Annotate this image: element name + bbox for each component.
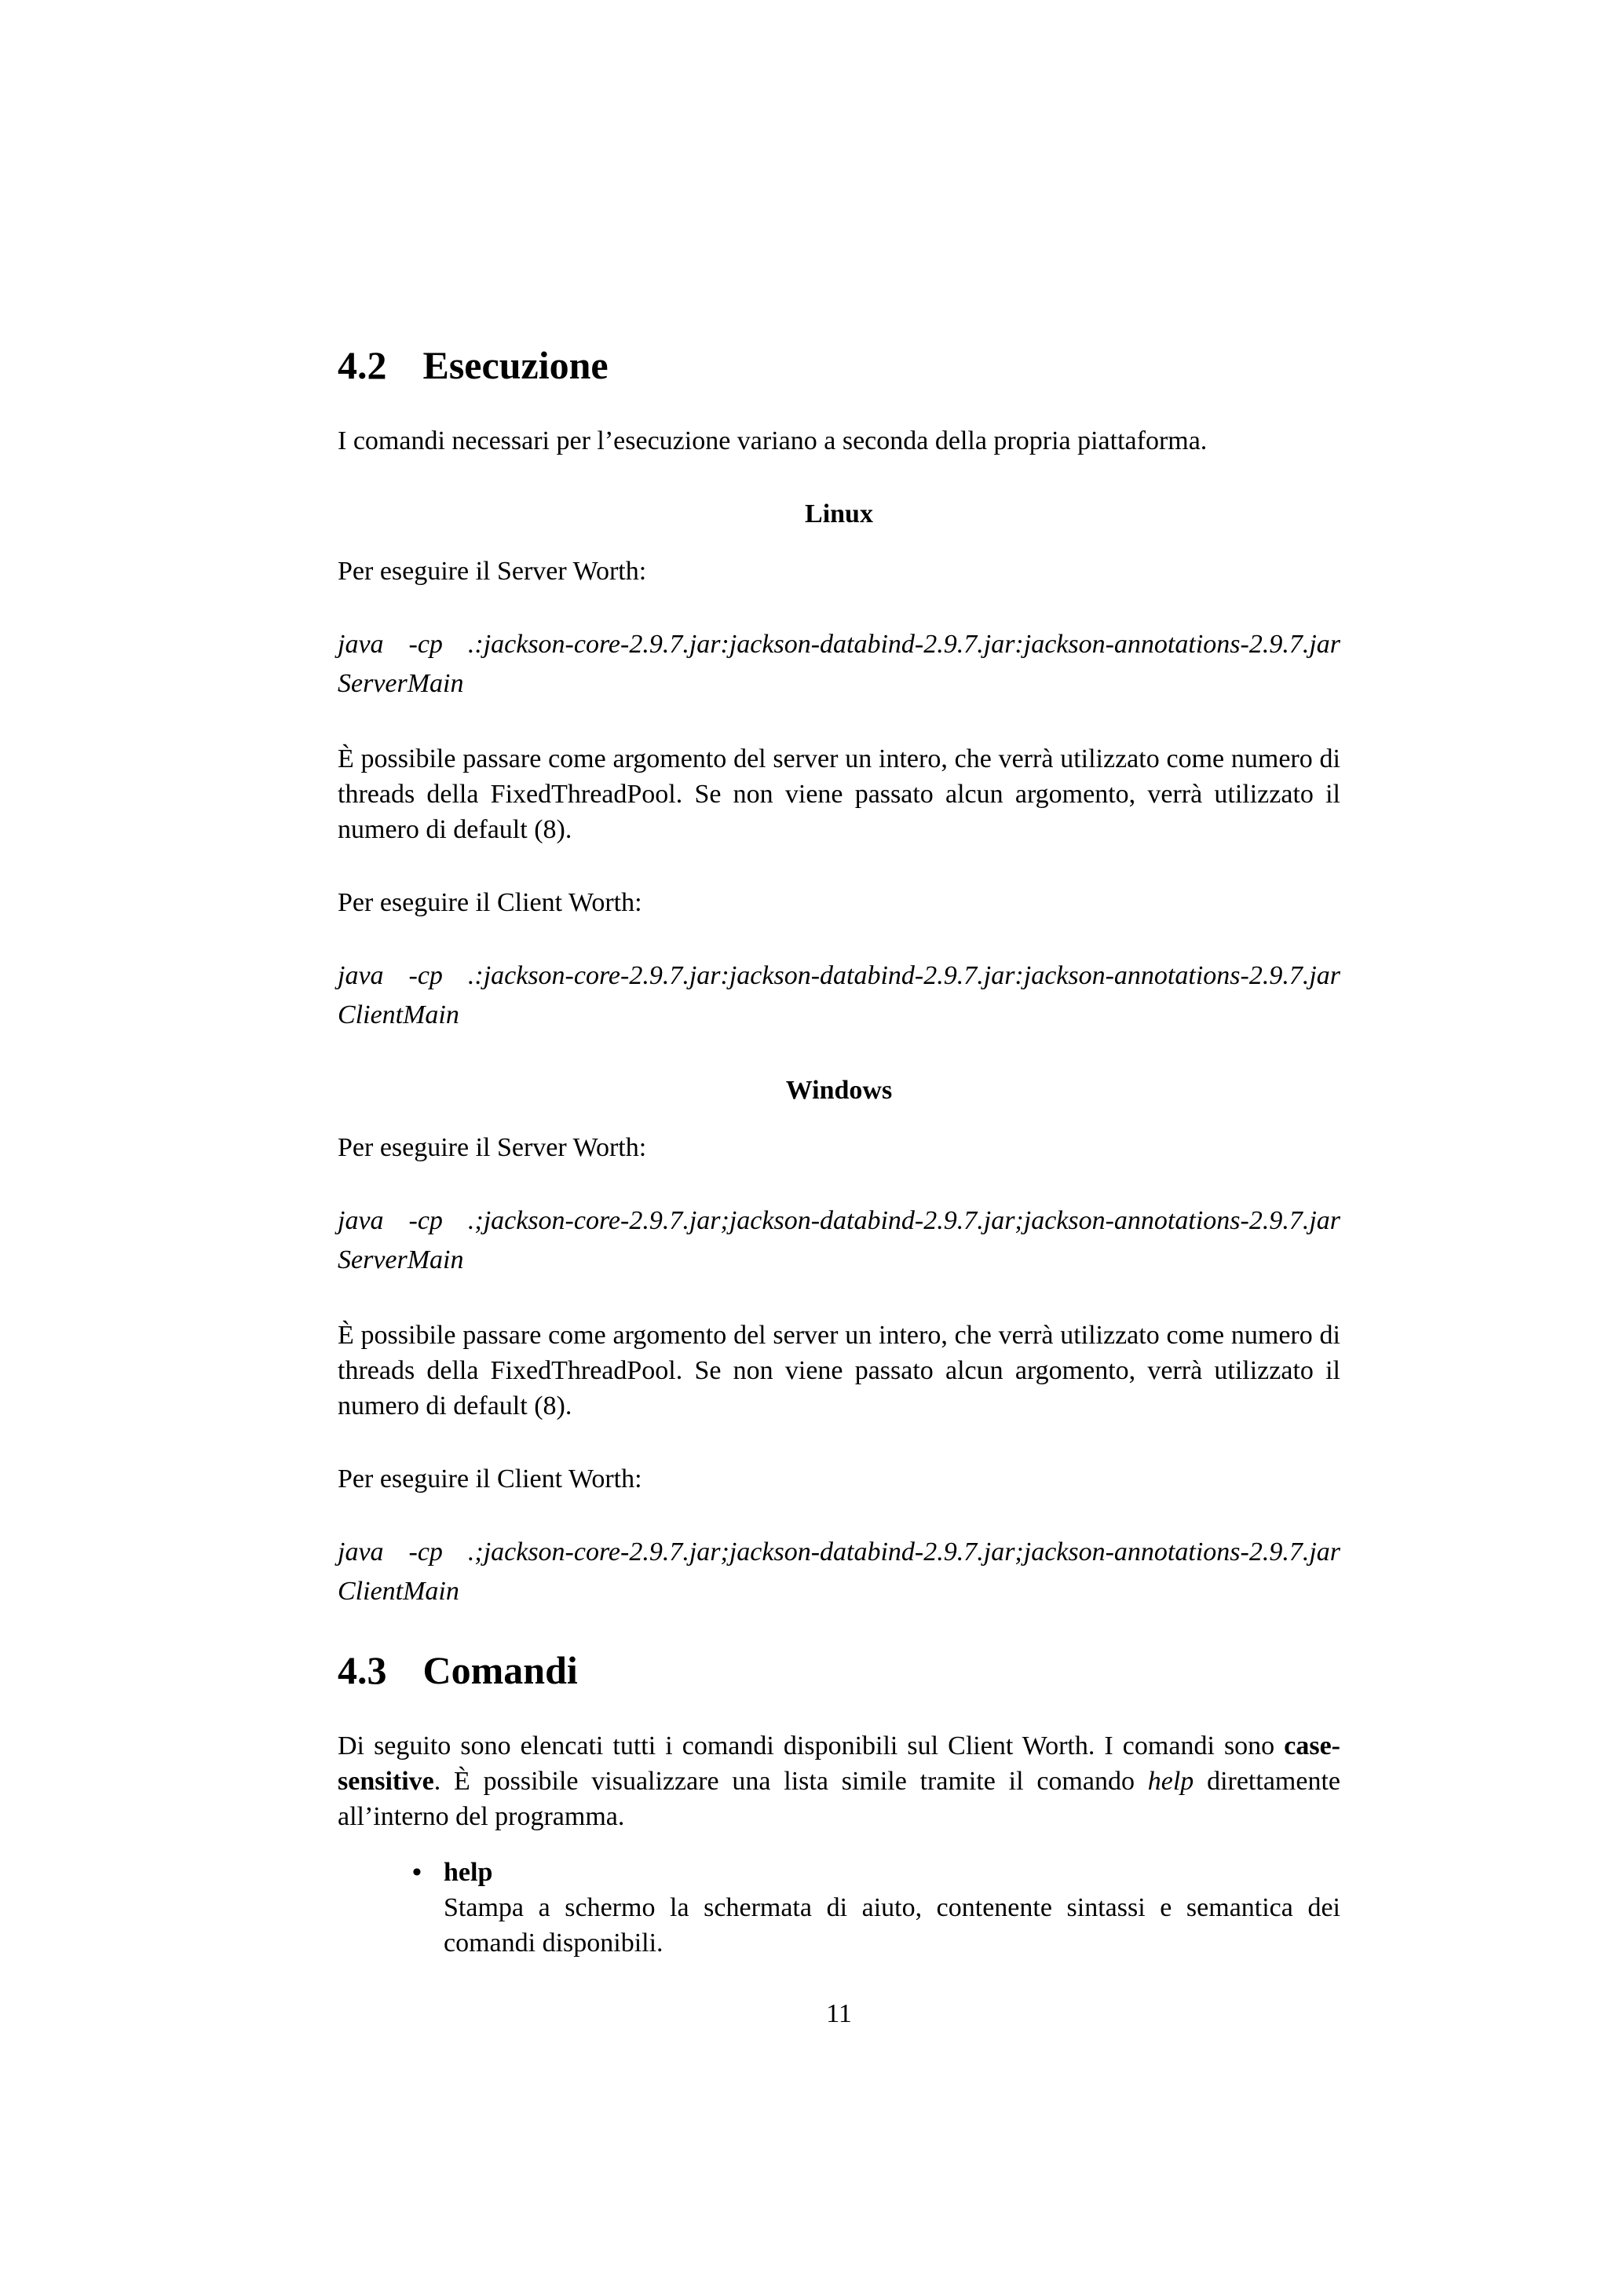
label-run-client-linux: Per eseguire il Client Worth: xyxy=(338,888,642,917)
section-heading-esecuzione xyxy=(338,344,1340,387)
bullet-icon: • xyxy=(412,1858,422,1887)
linux-client-command: java -cp .:jackson-core-2.9.7.jar:jackson-databind-2.9.7.jar:jackson-annotations-2.9.7.jar ClientMain xyxy=(338,961,1340,1029)
command-list xyxy=(338,1855,1340,1961)
page-content xyxy=(338,344,1340,1961)
server-argument-note-windows: È possibile passare come argomento del server un intero, che verrà utilizzato come numero di threads della FixedThreadPool. Se non viene passato alcun argomento, verrà utilizzato il numero di default (8). xyxy=(338,1321,1340,1420)
windows-server-command: java -cp .;jackson-core-2.9.7.jar;jackson-databind-2.9.7.jar;jackson-annotations-2.9.7.jar ServerMain xyxy=(338,1206,1340,1274)
command-description: Stampa a schermo la schermata di aiuto, contenente sintassi e semantica dei comandi disponibili. xyxy=(444,1893,1340,1958)
comandi-intro-text: . È possibile visualizzare una lista simile tramite il comando xyxy=(433,1767,1148,1796)
platform-heading-windows: Windows xyxy=(785,1076,893,1105)
label-run-client-windows: Per eseguire il Client Worth: xyxy=(338,1464,642,1493)
comandi-intro-bold-text: case-sensitive xyxy=(338,1731,1340,1796)
section-title: Esecuzione xyxy=(422,343,609,387)
section-title: Comandi xyxy=(422,1648,578,1692)
windows-client-command: java -cp .;jackson-core-2.9.7.jar;jackson-databind-2.9.7.jar;jackson-annotations-2.9.7.jar ClientMain xyxy=(338,1537,1340,1606)
comandi-intro-text: Di seguito sono elencati tutti i comandi disponibili sul Client Worth. I comandi sono xyxy=(338,1731,1285,1760)
section-number: 4.2 xyxy=(338,343,387,387)
section-number: 4.3 xyxy=(338,1648,387,1692)
list-item-help xyxy=(412,1855,1340,1961)
page-footer xyxy=(338,1999,1340,2029)
platform-heading-linux: Linux xyxy=(805,499,873,528)
linux-server-command: java -cp .:jackson-core-2.9.7.jar:jackson-databind-2.9.7.jar:jackson-annotations-2.9.7.jar ServerMain xyxy=(338,630,1340,698)
label-run-server-windows: Per eseguire il Server Worth: xyxy=(338,1133,647,1162)
section-heading-comandi xyxy=(338,1649,1340,1692)
comandi-intro-italic-text: help xyxy=(1147,1767,1194,1796)
server-argument-note-linux: È possibile passare come argomento del server un intero, che verrà utilizzato come numero di threads della FixedThreadPool. Se non viene passato alcun argomento, verrà utilizzato il numero di default (8). xyxy=(338,744,1340,844)
paragraph-esecuzione-intro: I comandi necessari per l’esecuzione variano a seconda della propria piattaforma. xyxy=(338,426,1208,455)
command-term: help xyxy=(444,1858,493,1887)
paragraph-comandi-intro xyxy=(338,1728,1340,1834)
comandi-intro-text: direttamente all’interno del programma. xyxy=(338,1767,1340,1831)
label-run-server-linux: Per eseguire il Server Worth: xyxy=(338,557,647,586)
page-number: 11 xyxy=(826,1999,852,2028)
